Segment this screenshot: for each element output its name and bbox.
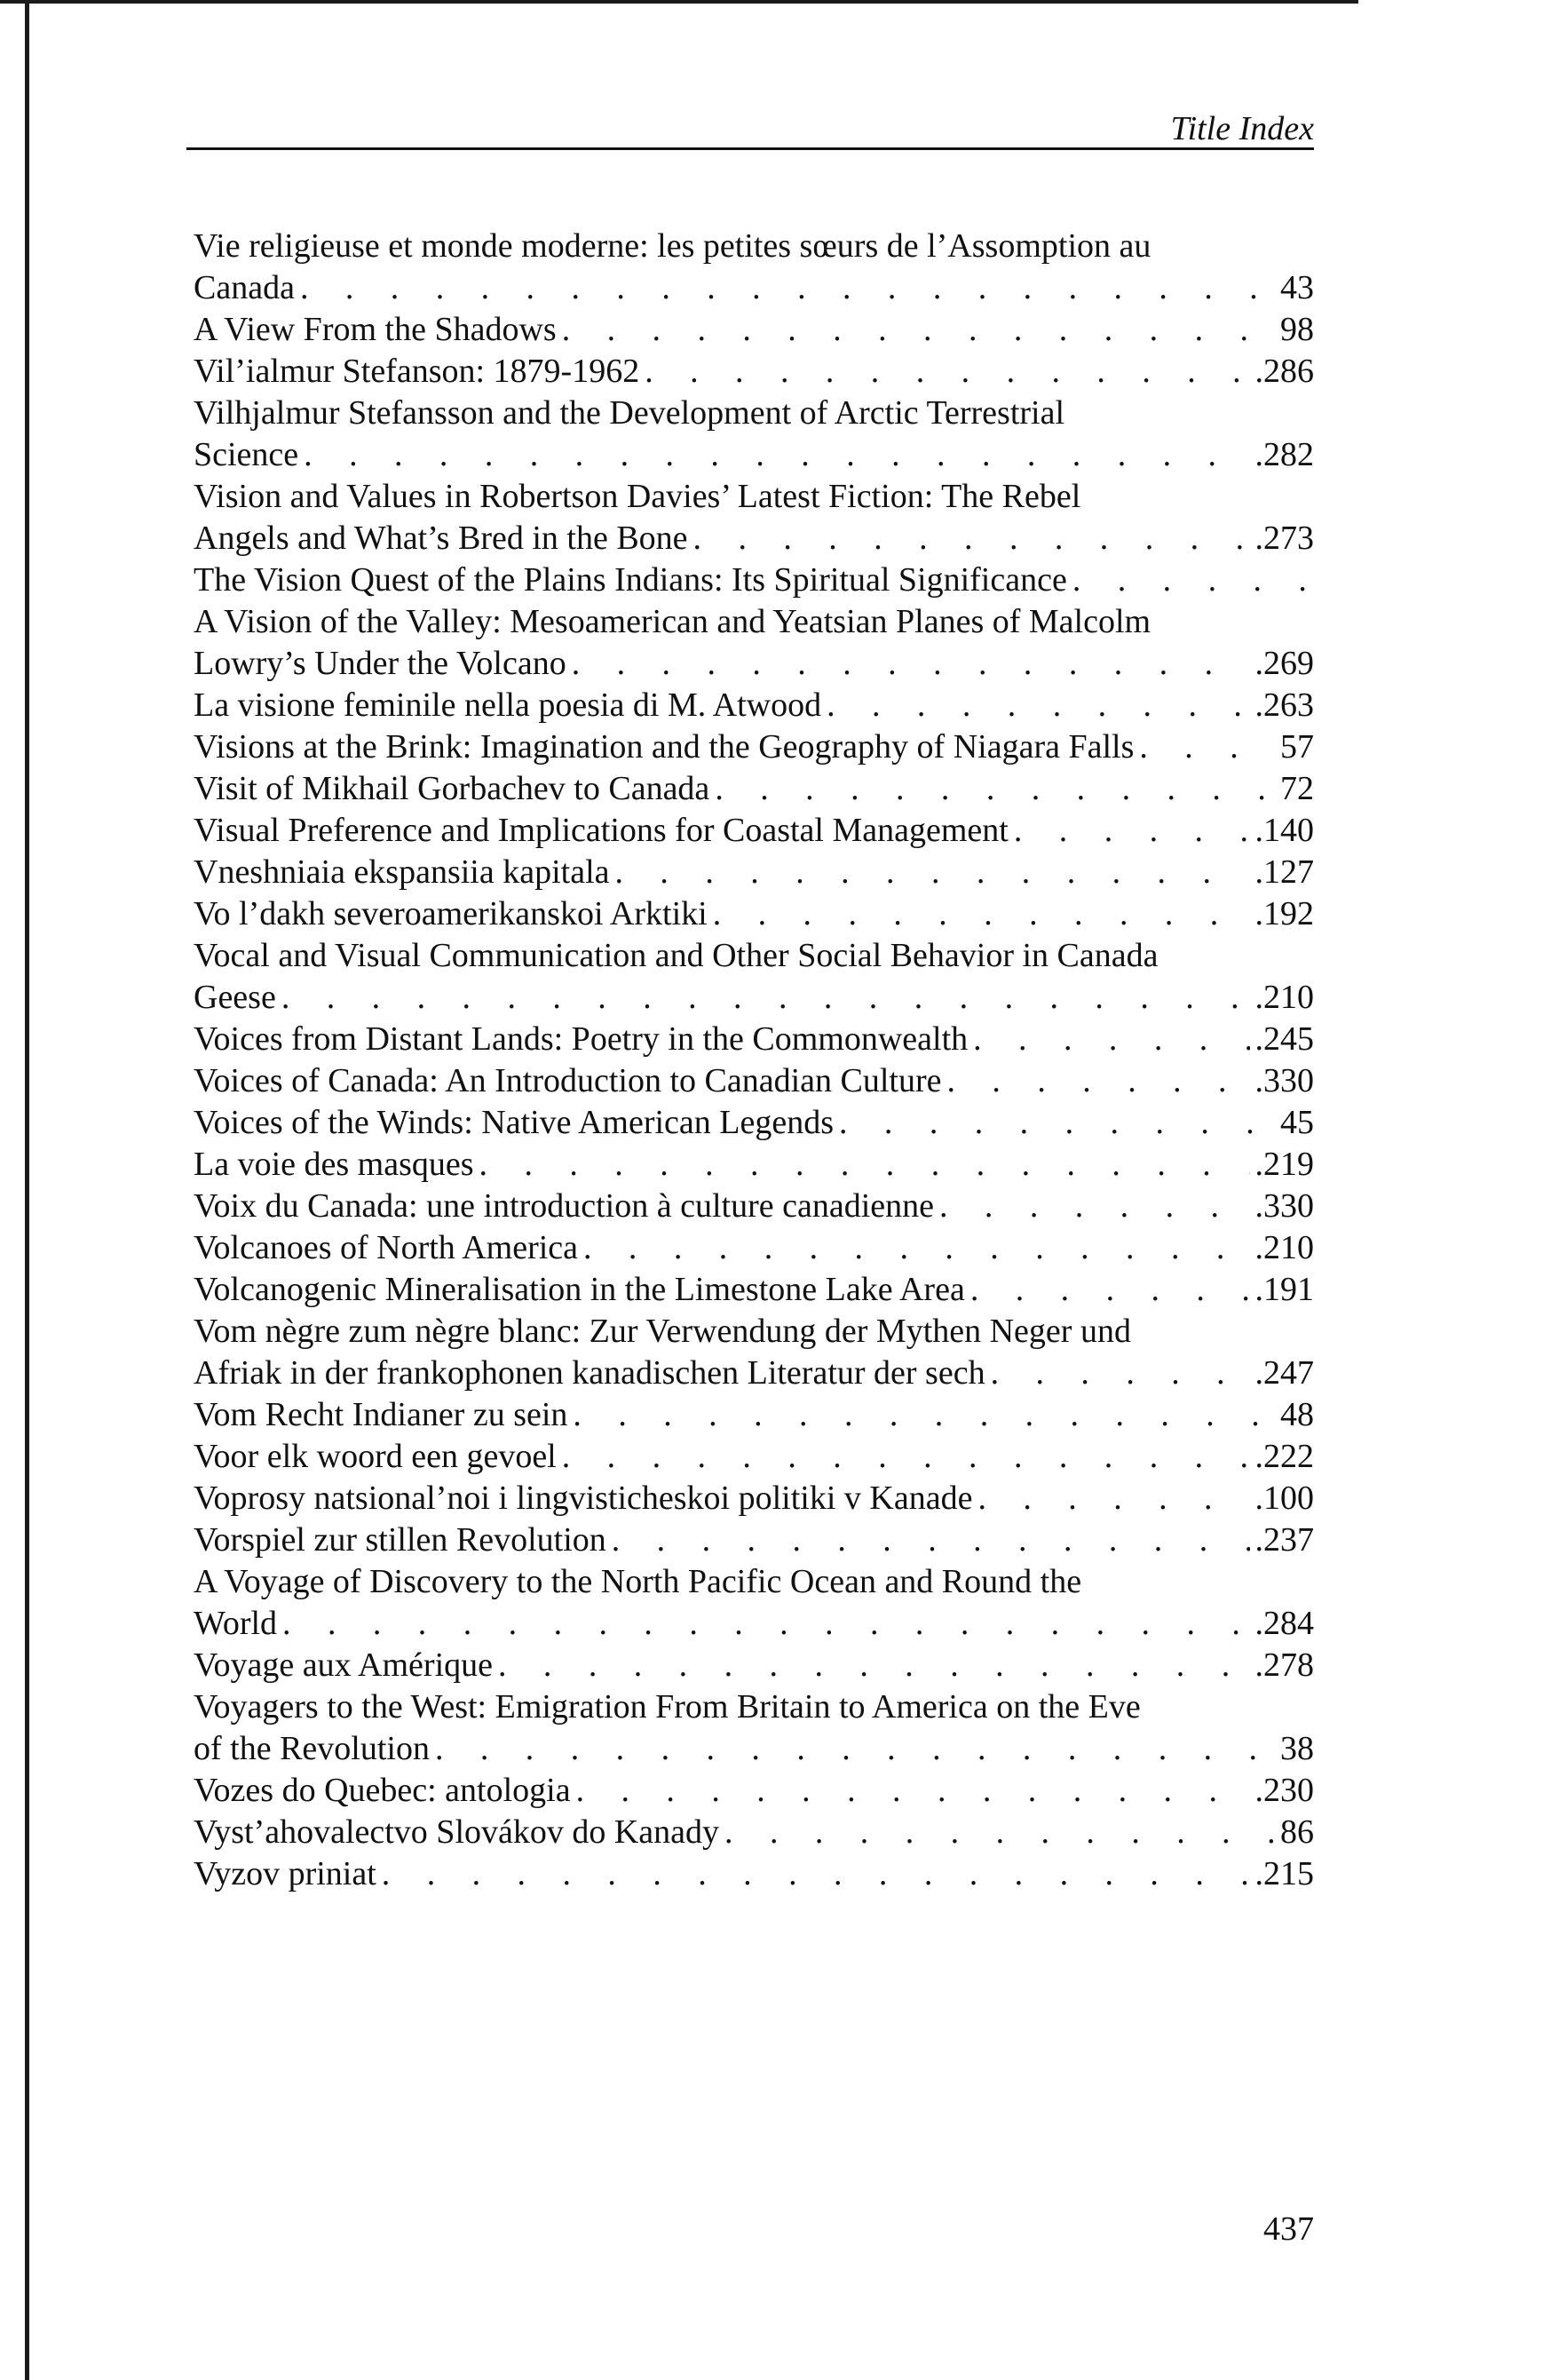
entry-last-line bbox=[194, 1269, 1314, 1311]
entry-page-number: .222 bbox=[1254, 1438, 1314, 1475]
scan-edge-top bbox=[0, 0, 1358, 4]
entry-title-line: Vom Recht Indianer zu sein bbox=[194, 1396, 568, 1433]
index-entry bbox=[194, 1686, 1314, 1770]
index-entry bbox=[194, 1561, 1314, 1645]
dot-leader bbox=[693, 518, 1250, 559]
dot-leader bbox=[939, 1186, 1250, 1227]
index-entry bbox=[194, 1186, 1314, 1227]
entry-title-line: The Vision Quest of the Plains Indians: Its Spiritual Significance bbox=[194, 561, 1067, 599]
dot-leader bbox=[282, 1603, 1249, 1645]
dot-leader bbox=[724, 1812, 1275, 1853]
dot-leader bbox=[562, 309, 1275, 351]
index-entry bbox=[194, 1394, 1314, 1436]
entry-title-line: La voie des masques bbox=[194, 1146, 474, 1183]
entry-title-line: Angels and What’s Bred in the Bone bbox=[194, 520, 688, 557]
dot-leader bbox=[977, 1478, 1249, 1519]
dot-leader bbox=[715, 768, 1275, 810]
entry-last-line bbox=[194, 559, 1314, 601]
entry-page-number: 38 bbox=[1280, 1730, 1314, 1767]
entry-title-line: Voix du Canada: une introduction à culture canadienne bbox=[194, 1187, 934, 1225]
entry-title-line: Geese bbox=[194, 979, 276, 1016]
dot-leader bbox=[572, 643, 1250, 685]
entry-last-line bbox=[194, 1812, 1314, 1853]
dot-leader bbox=[562, 1436, 1250, 1478]
entry-title-line: Vorspiel zur stillen Revolution bbox=[194, 1521, 606, 1559]
entry-page-number: .269 bbox=[1254, 645, 1314, 682]
dot-leader bbox=[612, 1519, 1250, 1561]
entry-title-line: Volcanoes of North America bbox=[194, 1229, 579, 1266]
entry-title-line: Volcanogenic Mineralisation in the Limestone Lake Area bbox=[194, 1271, 965, 1308]
entry-page-number: .273 bbox=[1254, 520, 1314, 557]
entry-last-line bbox=[194, 1019, 1314, 1060]
dot-leader bbox=[645, 351, 1249, 393]
index-entry bbox=[194, 768, 1314, 810]
entry-last-line bbox=[194, 810, 1314, 852]
entry-title-line: Voices from Distant Lands: Poetry in the Commonwealth bbox=[194, 1020, 969, 1058]
entry-last-line bbox=[194, 1603, 1314, 1645]
entry-last-line bbox=[194, 1436, 1314, 1478]
entry-page-number: .219 bbox=[1254, 1146, 1314, 1183]
entry-page-number: .191 bbox=[1254, 1271, 1314, 1308]
entry-last-line bbox=[194, 1060, 1314, 1102]
entry-page-number: .247 bbox=[1254, 1354, 1314, 1392]
entry-last-line bbox=[194, 685, 1314, 726]
entry-title-line: Vo l’dakh severoamerikanskoi Arktiki bbox=[194, 895, 708, 932]
index-entry bbox=[194, 1770, 1314, 1812]
index-entry bbox=[194, 1019, 1314, 1060]
entry-last-line bbox=[194, 977, 1314, 1019]
entry-last-line bbox=[194, 309, 1314, 351]
entry-title-line: Vom nègre zum nègre blanc: Zur Verwendung der Mythen Neger und bbox=[194, 1313, 1131, 1350]
dot-leader bbox=[1139, 726, 1275, 768]
dot-leader bbox=[973, 1019, 1249, 1060]
dot-leader bbox=[713, 893, 1250, 935]
entry-last-line bbox=[194, 1728, 1314, 1770]
entry-title-line: Vyzov priniat bbox=[194, 1855, 376, 1892]
entry-last-line bbox=[194, 1645, 1314, 1686]
index-entry bbox=[194, 1436, 1314, 1478]
entry-title-line: Voor elk woord een gevoel bbox=[194, 1438, 557, 1475]
entry-page-number: 86 bbox=[1280, 1813, 1314, 1851]
entry-page-number: 43 bbox=[1280, 269, 1314, 306]
dot-leader bbox=[947, 1060, 1250, 1102]
entry-title-line: Voprosy natsional’noi i lingvisticheskoi politiki v Kanade bbox=[194, 1480, 973, 1517]
dot-leader bbox=[304, 434, 1249, 476]
entry-page-number: 57 bbox=[1280, 728, 1314, 766]
entry-last-line bbox=[194, 768, 1314, 810]
index-entry bbox=[194, 393, 1314, 476]
entry-title-line: of the Revolution bbox=[194, 1730, 430, 1767]
entry-page-number: .215 bbox=[1254, 1855, 1314, 1892]
entry-title-line: Science bbox=[194, 436, 299, 473]
index-entry bbox=[194, 852, 1314, 893]
entry-title-line: A Voyage of Discovery to the North Pacific Ocean and Round the bbox=[194, 1563, 1082, 1600]
entry-last-line bbox=[194, 893, 1314, 935]
entry-page-number: .230 bbox=[1254, 1772, 1314, 1809]
index-entry bbox=[194, 351, 1314, 393]
entry-last-line bbox=[194, 1186, 1314, 1227]
dot-leader bbox=[573, 1394, 1275, 1436]
dot-leader bbox=[615, 852, 1250, 893]
entry-page-number: .237 bbox=[1254, 1521, 1314, 1559]
entry-title-line: La visione feminile nella poesia di M. Atwood bbox=[194, 686, 822, 724]
entry-title-line: Visual Preference and Implications for Coastal Management bbox=[194, 812, 1009, 849]
dot-leader bbox=[300, 267, 1275, 309]
entry-title-line: Voyagers to the West: Emigration From Britain to America on the Eve bbox=[194, 1688, 1141, 1726]
entry-title-line: Vilhjalmur Stefansson and the Development of Arctic Terrestrial bbox=[194, 394, 1065, 432]
entry-last-line bbox=[194, 267, 1314, 309]
entry-last-line bbox=[194, 1770, 1314, 1812]
dot-leader bbox=[479, 1144, 1250, 1186]
index-entry bbox=[194, 476, 1314, 559]
entry-title-line: World bbox=[194, 1605, 278, 1642]
entry-last-line bbox=[194, 1102, 1314, 1144]
index-entry bbox=[194, 1060, 1314, 1102]
title-index-list bbox=[194, 226, 1314, 1895]
entry-page-number: .278 bbox=[1254, 1646, 1314, 1684]
index-entry bbox=[194, 309, 1314, 351]
entry-title-line: Voyage aux Amérique bbox=[194, 1646, 493, 1684]
entry-last-line bbox=[194, 852, 1314, 893]
dot-leader bbox=[1072, 559, 1309, 601]
index-entry bbox=[194, 1812, 1314, 1853]
page-number: 437 bbox=[1263, 2210, 1314, 2248]
entry-title-line: Vyst’ahovalectvo Slovákov do Kanady bbox=[194, 1813, 720, 1851]
entry-page-number: .284 bbox=[1254, 1605, 1314, 1642]
dot-leader bbox=[576, 1770, 1250, 1812]
index-entry bbox=[194, 1478, 1314, 1519]
dot-leader bbox=[498, 1645, 1250, 1686]
dot-leader bbox=[583, 1227, 1249, 1269]
entry-last-line bbox=[194, 726, 1314, 768]
entry-last-line bbox=[194, 1353, 1314, 1394]
entry-last-line bbox=[194, 1478, 1314, 1519]
dot-leader bbox=[382, 1853, 1250, 1895]
index-entry bbox=[194, 1311, 1314, 1394]
index-entry bbox=[194, 935, 1314, 1019]
index-entry bbox=[194, 726, 1314, 768]
dot-leader bbox=[827, 685, 1249, 726]
index-entry bbox=[194, 893, 1314, 935]
header-rule bbox=[186, 147, 1314, 150]
entry-page-number: .282 bbox=[1254, 436, 1314, 473]
entry-page-number: .127 bbox=[1254, 853, 1314, 891]
index-entry bbox=[194, 1227, 1314, 1269]
entry-title-line: Vneshniaia ekspansiia kapitala bbox=[194, 853, 610, 891]
dot-leader bbox=[991, 1353, 1250, 1394]
index-entry bbox=[194, 810, 1314, 852]
entry-last-line bbox=[194, 1519, 1314, 1561]
index-entry bbox=[194, 1645, 1314, 1686]
entry-page-number: .245 bbox=[1254, 1020, 1314, 1058]
index-entry bbox=[194, 226, 1314, 309]
entry-title-line: Vision and Values in Robertson Davies’ Latest Fiction: The Rebel bbox=[194, 478, 1081, 515]
entry-page-number: .192 bbox=[1254, 895, 1314, 932]
index-entry bbox=[194, 1853, 1314, 1895]
index-entry bbox=[194, 559, 1314, 601]
entry-last-line bbox=[194, 1144, 1314, 1186]
entry-last-line bbox=[194, 1853, 1314, 1895]
entry-title-line: Visit of Mikhail Gorbachev to Canada bbox=[194, 770, 710, 807]
entry-last-line bbox=[194, 518, 1314, 559]
entry-page-number: 45 bbox=[1280, 1104, 1314, 1141]
index-entry bbox=[194, 1519, 1314, 1561]
scan-edge-left bbox=[25, 0, 29, 2380]
entry-last-line bbox=[194, 351, 1314, 393]
dot-leader bbox=[839, 1102, 1275, 1144]
entry-page-number: .140 bbox=[1254, 812, 1314, 849]
entry-title-line: A View From the Shadows bbox=[194, 311, 557, 348]
index-entry bbox=[194, 1269, 1314, 1311]
entry-page-number: .210 bbox=[1254, 979, 1314, 1016]
dot-leader bbox=[970, 1269, 1250, 1311]
entry-last-line bbox=[194, 1394, 1314, 1436]
entry-title-line: Canada bbox=[194, 269, 295, 306]
entry-page-number: .263 bbox=[1254, 686, 1314, 724]
entry-title-line: Voices of Canada: An Introduction to Canadian Culture bbox=[194, 1062, 942, 1099]
entry-last-line bbox=[194, 643, 1314, 685]
entry-page-number: 72 bbox=[1280, 770, 1314, 807]
dot-leader bbox=[435, 1728, 1275, 1770]
entry-title-line: Afriak in der frankophonen kanadischen Literatur der sech bbox=[194, 1354, 985, 1392]
entry-page-number: .210 bbox=[1254, 1229, 1314, 1266]
entry-last-line bbox=[194, 1227, 1314, 1269]
index-entry bbox=[194, 1102, 1314, 1144]
entry-page-number: 48 bbox=[1280, 1396, 1314, 1433]
index-entry bbox=[194, 1144, 1314, 1186]
entry-page-number: .330 bbox=[1254, 1187, 1314, 1225]
entry-title-line: Vil’ialmur Stefanson: 1879-1962 bbox=[194, 353, 640, 390]
entry-page-number: .100 bbox=[1254, 1480, 1314, 1517]
entry-last-line bbox=[194, 434, 1314, 476]
entry-page-number: .286 bbox=[1254, 353, 1314, 390]
index-entry bbox=[194, 685, 1314, 726]
entry-title-line: Lowry’s Under the Volcano bbox=[194, 645, 566, 682]
dot-leader bbox=[1014, 810, 1250, 852]
running-head: Title Index bbox=[1170, 110, 1314, 147]
entry-title-line: A Vision of the Valley: Mesoamerican and Yeatsian Planes of Malcolm bbox=[194, 603, 1151, 640]
dot-leader bbox=[281, 977, 1250, 1019]
entry-page-number: 98 bbox=[1280, 311, 1314, 348]
entry-title-line: Vie religieuse et monde moderne: les petites sœurs de l’Assomption au bbox=[194, 227, 1151, 265]
entry-page-number: .330 bbox=[1254, 1062, 1314, 1099]
entry-title-line: Visions at the Brink: Imagination and the Geography of Niagara Falls bbox=[194, 728, 1135, 766]
index-entry bbox=[194, 601, 1314, 685]
entry-title-line: Vozes do Quebec: antologia bbox=[194, 1772, 571, 1809]
entry-title-line: Voices of the Winds: Native American Legends bbox=[194, 1104, 834, 1141]
entry-title-line: Vocal and Visual Communication and Other Social Behavior in Canada bbox=[194, 937, 1159, 974]
